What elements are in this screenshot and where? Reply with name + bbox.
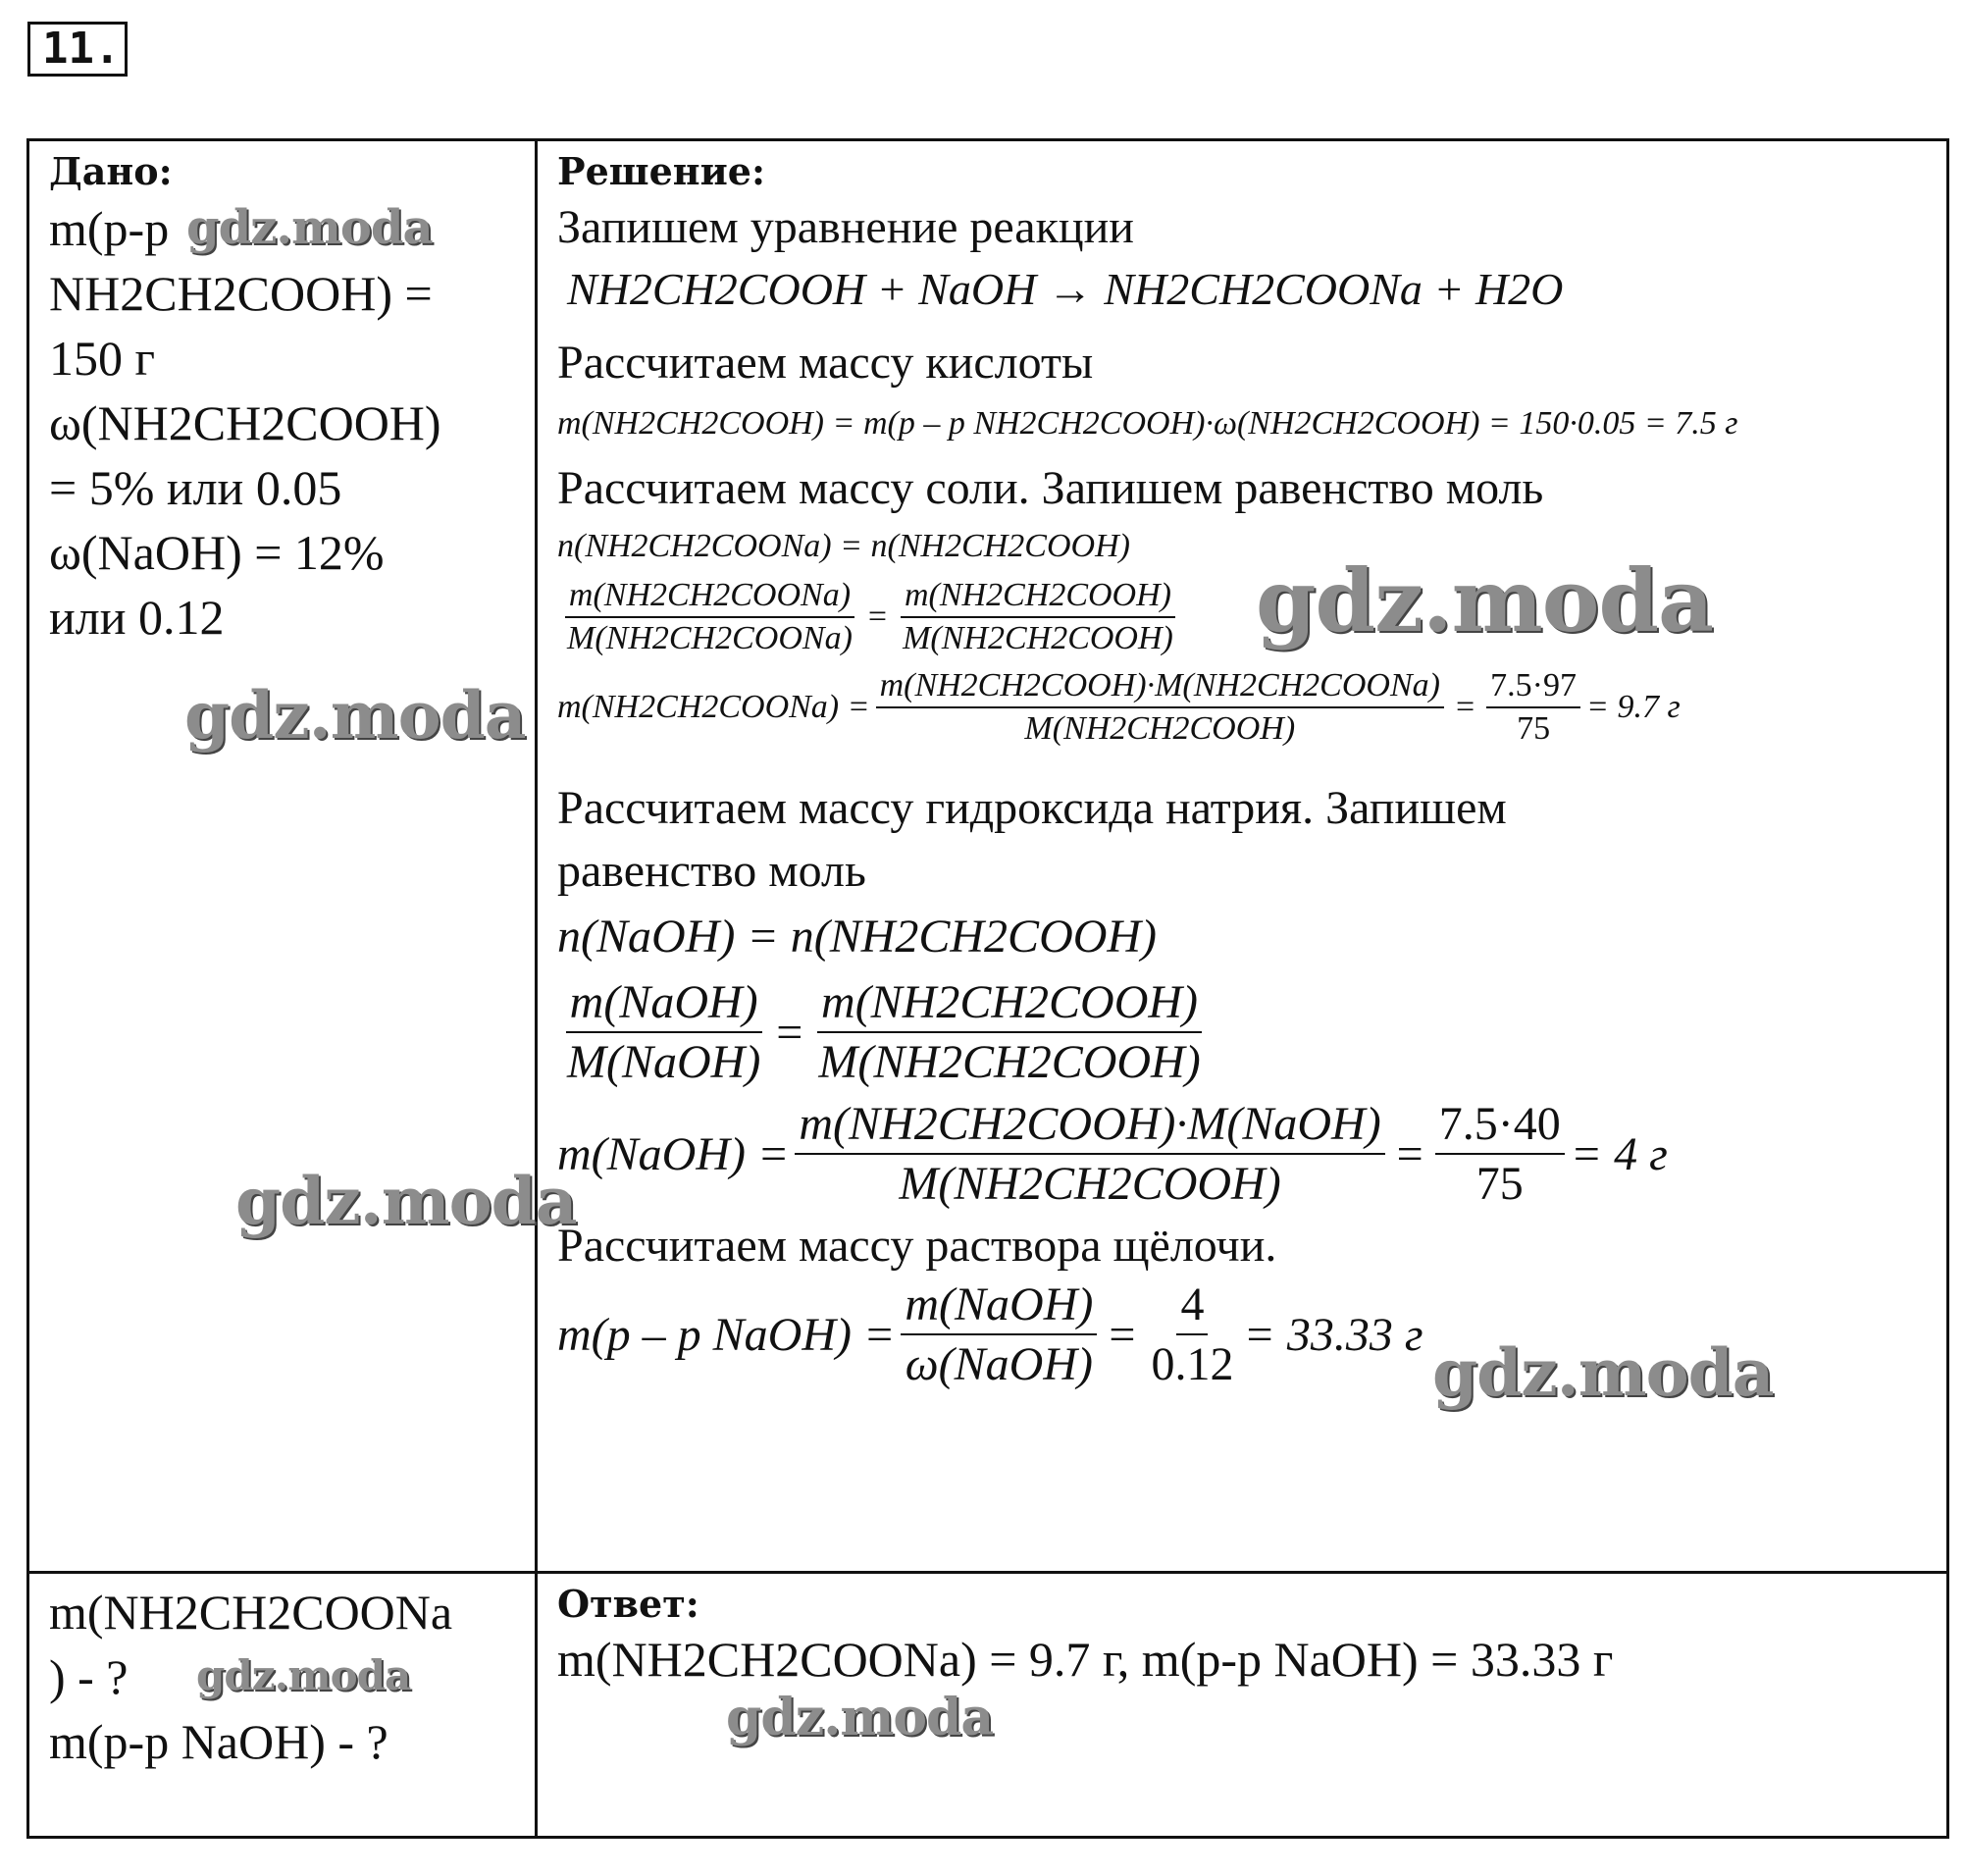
find-line: m(р-р NaOH) - ? [49,1714,388,1769]
step-salt-text: Рассчитаем массу соли. Запишем равенство моль [557,462,1544,514]
solution-mass-lhs: m(р – р NaOH) = [557,1308,896,1361]
salt-ratio-left-num: m(NH2CH2COONa) [565,577,854,618]
salt-result-lhs: m(NH2CH2COONa) = [557,689,870,725]
watermark-logo: gdz.moda [1256,549,1714,651]
naoh-ratio-right-num: m(NH2CH2COOH) [817,975,1202,1033]
salt-ratio-equation: $\frac{\text{m(NH2CH2COONa)}}{\text{M(NH2CH2COONa)}}$ = $\frac{\text{m(NH2CH2COOH)}}{\text{M(NH2CH2COOH)}}$ [557,577,1945,657]
find-line: ) - ? [49,1649,129,1704]
watermark-logo: gdz.moda [1432,1334,1774,1411]
salt-ratio-right-den: M(NH2CH2COOH) [903,620,1173,656]
row-divider [29,1571,1946,1574]
naoh-calc-den: 75 [1475,1158,1524,1210]
given-line: ω(NH2CH2COOH) [49,395,441,450]
step-naoh-text-cont: равенство моль [557,845,866,897]
naoh-ratio-left-num: m(NaOH) [566,975,762,1033]
watermark-logo: gdz.moda [235,1163,577,1239]
find-line: m(NH2CH2COONa [49,1585,453,1640]
watermark-logo: gdz.moda [184,677,526,754]
naoh-ratio-left-den: M(NaOH) [567,1036,761,1088]
salt-calc-num: 7.5·97 [1486,667,1580,708]
naoh-mole-equation: n(NaOH) = n(NH2CH2COOH) [557,910,1158,963]
naoh-result-num: m(NH2CH2COOH)·M(NaOH) [795,1097,1384,1155]
answer-header: Ответ: [557,1582,699,1626]
step-acid-text: Рассчитаем массу кислоты [557,337,1094,389]
naoh-calc-num: 7.5·40 [1435,1097,1565,1155]
reaction-equation: NH2CH2COOH + NaOH → NH2CH2COONa + H2O [567,263,1564,314]
answer-cell [557,1580,1945,1690]
acid-mass-equation: m(NH2CH2COOH) = m(р – р NH2CH2COOH)·ω(NH2CH2COOH) = 150·0.05 = 7.5 г [557,405,1738,442]
given-line: или 0.12 [49,590,225,645]
solution-mass-den: ω(NaOH) [905,1338,1093,1390]
naoh-result-equation: m(NaOH) = $\frac{\text{m(NH2CH2COOH)·M(NaOH)}}{\text{M(NH2CH2COOH)}}$ = $\frac{7.5\cdot 40}{75}$ = 4 г [557,1098,1668,1210]
answer-text: m(NH2CH2COONa) = 9.7 г, m(р-р NaOH) = 33.33 г [557,1632,1614,1687]
solution-calc-num: 4 [1176,1277,1208,1335]
salt-result-den: M(NH2CH2COOH) [1024,710,1296,747]
task-number: 11. [27,22,128,77]
salt-result-equation: m(NH2CH2COONa) = $\frac{\text{m(NH2CH2COOH)·M(NH2CH2COONa)}}{\text{M(NH2CH2COOH)}}$ = $\frac{7.5\cdot 97}{75}$ = 9.7 г [557,667,1681,747]
watermark-logo: gdz.moda [726,1688,994,1747]
naoh-ratio-right-den: M(NH2CH2COOH) [818,1036,1201,1088]
given-line: m(р-р [49,201,170,256]
step-reaction-text: Запишем уравнение реакции [557,201,1134,253]
given-line: NH2CH2COOH) = [49,266,433,321]
salt-ratio-left-den: M(NH2CH2COONa) [567,620,853,656]
naoh-result-lhs: m(NaOH) = [557,1127,790,1180]
given-header: Дано: [49,149,173,193]
solution-mass-num: m(NaOH) [901,1277,1097,1335]
naoh-ratio-equation: $\frac{\text{m(NaOH)}}{\text{M(NaOH)}}$ = $\frac{\text{m(NH2CH2COOH)}}{\text{M(NH2CH2COOH)}}$ [557,975,1945,1089]
naoh-result-value: = 4 г [1570,1127,1668,1180]
solution-mass-value: = 33.33 г [1243,1308,1423,1361]
step-solution-text: Рассчитаем массу раствора щёлочи. [557,1220,1277,1272]
solution-calc-den: 0.12 [1151,1338,1234,1390]
solution-table [26,138,1949,1839]
salt-result-value: = 9.7 г [1586,689,1681,725]
step-naoh-text: Рассчитаем массу гидроксида натрия. Запишем [557,782,1507,834]
column-divider [535,141,538,1836]
given-line: = 5% или 0.05 [49,460,342,515]
solution-header: Решение: [557,149,765,193]
solution-mass-equation: m(р – р NaOH) = $\frac{\text{m(NaOH)}}{\text{ω(NaOH)}}$ = $\frac{4}{0.12}$ = 33.33 г [557,1278,1423,1390]
watermark-logo: gdz.moda [186,200,433,255]
given-line: ω(NaOH) = 12% [49,525,385,580]
salt-result-num: m(NH2CH2COOH)·M(NH2CH2COONa) [876,667,1444,708]
salt-mole-equation: n(NH2CH2COONa) = n(NH2CH2COOH) [557,528,1130,564]
watermark-logo: gdz.moda [196,1651,411,1699]
salt-ratio-right-num: m(NH2CH2COOH) [901,577,1175,618]
naoh-result-den: M(NH2CH2COOH) [899,1158,1281,1210]
salt-calc-den: 75 [1517,710,1551,747]
given-line: 150 г [49,331,156,386]
